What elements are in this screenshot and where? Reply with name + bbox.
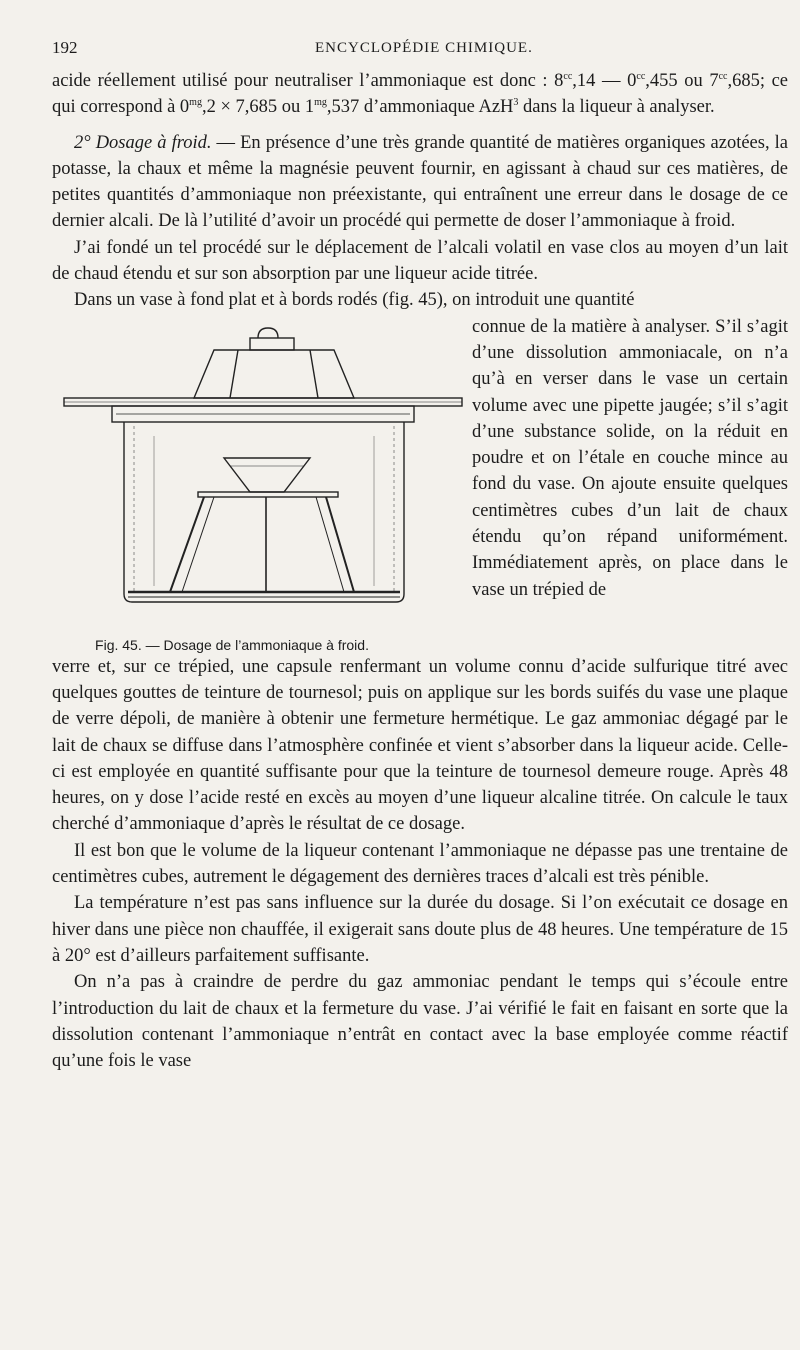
section-heading: 2° Dosage à froid. [74,132,212,153]
figure-caption: Fig. 45. — Dosage de l’ammoniaque à froid. [95,636,369,653]
section-dosage-a-froid: 2° Dosage à froid. — En présence d’une très grande quantité de matières organiques azotées, la potasse, la chaux et même la magnésie peuvent fournir, en agissant à chaud sur ces matières, de petites quantités d’ammoniaque non préexistante, qui entraînent une erreur dans le dosage de ce dernier alcali. De là l’utilité d’avoir un procédé qui permette de doser l’ammoniaque à froid. [52,132,788,232]
page [52,38,788,1074]
running-title: ENCYCLOPÉDIE CHIMIQUE. [315,40,533,56]
paragraph-fonde: J’ai fondé un tel procédé sur le déplacement de l’alcali volatil en vase clos au moyen d’un lait de chaud étendu et sur son absorption par une liqueur acide titrée. [52,237,788,285]
paragraph-bon: Il est bon que le volume de la liqueur contenant l’ammoniaque ne dépasse pas une trentaine de centimètres cubes, autrement le dégagement des dernières traces d’alcali est très pénible. [52,840,788,888]
paragraph-craindre: On n’a pas à craindre de perdre du gaz ammoniac pendant le temps qui s’écoule entre l’introduction du lait de chaux et la fermeture du vase. J’ai vérifié le fait en faisant en sorte que la dissolution contenant l’ammoniaque n’entrât en contact avec la base employée comme réactif qu’une fois le vase [52,972,788,1072]
page-number: 192 [52,38,78,57]
paragraph-vase-start: Dans un vase à fond plat et à bords rodés (fig. 45), on introduit une quantité [74,290,635,311]
paragraph-temperature: La température n’est pas sans influence sur la durée du dosage. Si l’on exécutait ce dosage en hiver dans une pièce non chauffée, il exigerait sans doute plus de 48 heures. Une température de 15 à 20° est d’ailleurs parfaitement suffisante. [52,893,788,966]
paragraph-vase-rest: verre et, sur ce trépied, une capsule renfermant un volume connu d’acide sulfurique titré avec quelques gouttes de teinture de tournesol; puis on applique sur les bords suifés du vase une plaque de verre dépoli, de manière à obtenir une fermeture hermétique. Le gaz ammoniac dégagé par le lait de chaux se diffuse dans l’atmosphère confinée et vient s’absorber dans la liqueur acide. Celle-ci est employée en quantité suffisante pour que la teinture de tournesol demeure rouge. Après 48 heures, on y dose l’acide resté en excès au moyen d’une liqueur alcaline titrée. On calcule le taux cherché d’ammoniaque d’après le résultat de ce dosage. [52,656,788,835]
apparatus-illustration [54,316,464,626]
running-header [52,38,788,68]
body-text [52,68,788,1074]
paragraph-vase-float: connue de la matière à analyser. S’il s’agit d’une dissolution ammoniacale, on n’a qu’à en verser dans le vase un certain volume avec une pipette jaugée; s’il s’agit d’une substance solide, on la réduit en poudre et on l’étale en couche mince au fond du vase. On ajoute ensuite quelques centimètres cubes d’un lait de chaux étendu qu’on répand uniformément. Immédiatement après, on place dans le vase un trépied de [472,316,788,600]
intro-paragraph: acide réellement utilisé pour neutraliser l’ammoniaque est donc : $8^{cc},14$ — $0^{cc},455$ ou $7^{cc},685$; ce qui correspond à $0^{mg},2 \times 7,685$ ou $1^{mg},537$ d’ammoniaque AzH$^3$ dans la liqueur à analyser. [52,70,789,118]
figure-45 [52,316,472,654]
